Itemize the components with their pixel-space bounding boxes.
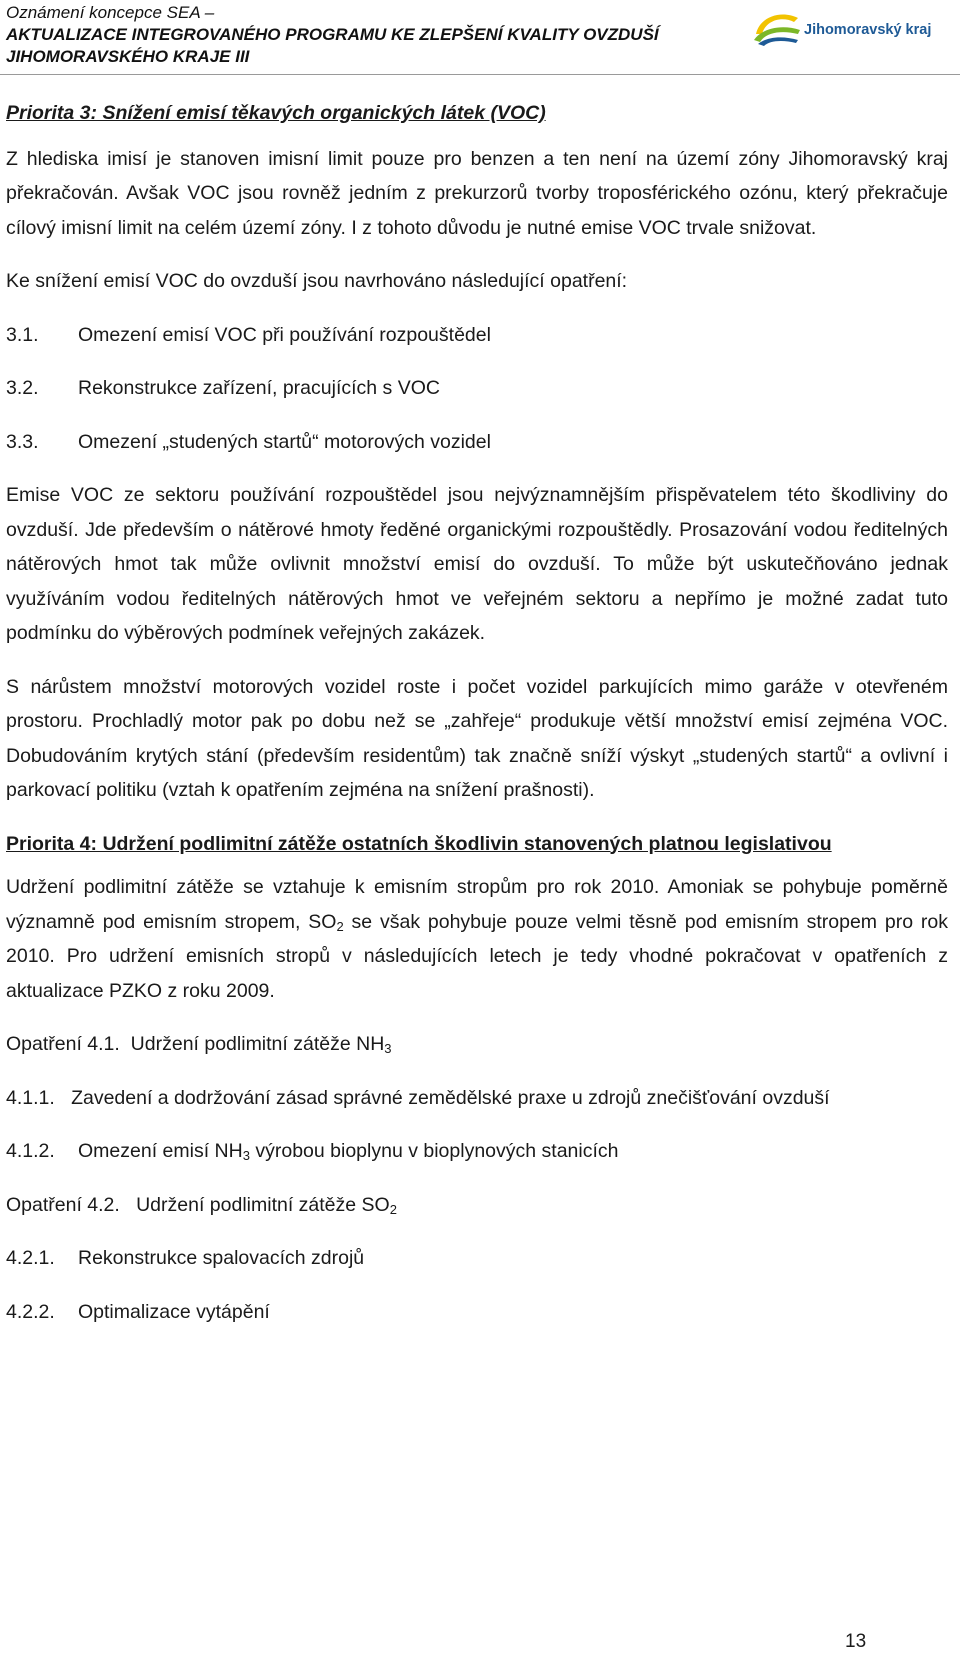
page-number: 13 [845, 1631, 867, 1652]
subscript: 3 [384, 1041, 392, 1056]
measure-item [6, 318, 948, 353]
measure-text: Omezení „studených startů“ motorových vozidel [78, 430, 491, 453]
document-body [6, 96, 948, 1348]
measure-number: 4.2.2. [6, 1300, 55, 1323]
measure-text: Rekonstrukce spalovacích zdrojů [78, 1247, 365, 1269]
measure-text: Omezení emisí NH [78, 1140, 243, 1162]
measure-text: Rekonstrukce zařízení, pracujících s VOC [78, 377, 440, 399]
subscript: 2 [389, 1201, 397, 1217]
header-title [6, 2, 659, 68]
measure-number: 3.1. [6, 323, 39, 346]
measure-item [6, 371, 948, 406]
measure-text: Omezení emisí VOC při používání rozpouštědel [78, 323, 491, 346]
priority-4-heading: Priorita 4: Udržení podlimitní zátěže ostatních škodlivin stanovených platnou legislativou [6, 832, 832, 855]
measure-item [6, 425, 948, 460]
measure-label: Opatření 4.1. [6, 1033, 120, 1055]
paragraph-text: Udržení podlimitní zátěže se vztahuje k emisním stropům pro rok 2010. Amoniak se pohybuje poměrně významně pod emisním stropem, SO [6, 876, 948, 933]
jihomoravsky-kraj-logo [752, 6, 952, 50]
measure-text: Udržení podlimitní zátěže SO [136, 1193, 390, 1216]
measure-4-1-2 [6, 1134, 948, 1169]
logo-arc-icon [752, 6, 804, 46]
logo-text: Jihomoravský kraj [804, 22, 932, 38]
measure-number: 4.1.1. [6, 1086, 55, 1109]
measure-number: 4.1.2. [6, 1140, 55, 1162]
subscript: 2 [336, 918, 344, 934]
measure-4-2-1 [6, 1241, 948, 1276]
measure-label: Opatření 4.2. [6, 1193, 120, 1216]
header-line-3: JIHOMORAVSKÉHO KRAJE III [6, 47, 250, 66]
measure-number: 4.2.1. [6, 1247, 55, 1269]
priority-3-paragraph-1: Z hlediska imisí je stanoven imisní limit pouze pro benzen a ten není na území zóny Jihomoravský kraj překračován. Avšak VOC jsou rovněž jedním z prekurzorů tvorby troposférického ozónu, který překračuje cílový imisní limit na celém území zóny. I z tohoto důvodu je nutné emise VOC trvale snižovat. [6, 147, 948, 239]
priority-3-heading: Priorita 3: Snížení emisí těkavých organických látek (VOC) [6, 102, 546, 124]
measure-number: 3.2. [6, 377, 39, 399]
measure-text: Optimalizace vytápění [78, 1300, 270, 1323]
measure-number: 3.3. [6, 430, 39, 453]
opatreni-4-1 [6, 1027, 948, 1062]
paragraph-text: se však pohybuje pouze velmi těsně pod emisním stropem pro rok 2010. Pro udržení emisních stropů v následujících letech je tedy vhodné pokračovat v opatřeních z aktualizace PZKO z roku 2009. [6, 910, 948, 1002]
measure-4-2-2 [6, 1295, 948, 1330]
priority-3-paragraph-2: Emise VOC ze sektoru používání rozpouštědel jsou nejvýznamnějším přispěvatelem této škodliviny do ovzduší. Jde především o nátěrové hmoty ředěné organickými rozpouštědly. Prosazování vodou ředitelných nátěrových hmot tak může ovlivnit množství emisí do ovzduší. To může být uskutečňováno jednak využíváním vodou ředitelných nátěrových hmot ve veřejném sektoru a nepřímo je možné zadat tuto podmínku do výběrových podmínek veřejných zakázek. [6, 484, 948, 644]
priority-4-paragraph-1 [6, 870, 948, 1008]
priority-3-paragraph-3: S nárůstem množství motorových vozidel roste i počet vozidel parkujících mimo garáže v otevřeném prostoru. Prochladlý motor pak po dobu než se „zahřeje“ produkuje větší množství emisí zejména VOC. Dobudováním krytých stání (především residentům) tak značně sníží výskyt „studených startů“ a ovlivní i parkovací politiku (vztah k opatřením zejména na snížení prašnosti). [6, 675, 948, 801]
header-line-1: Oznámení koncepce SEA – [6, 3, 215, 22]
page-header [0, 0, 960, 75]
opatreni-4-2 [6, 1188, 948, 1223]
measure-text: výrobou bioplynu v bioplynových stanicích [249, 1140, 619, 1162]
subscript: 3 [242, 1148, 250, 1163]
measure-text: Zavedení a dodržování zásad správné zemědělské praxe u zdrojů znečišťování ovzduší [71, 1086, 830, 1109]
measure-4-1-1 [6, 1081, 948, 1116]
measure-text: Udržení podlimitní zátěže NH [130, 1033, 385, 1055]
header-line-2: AKTUALIZACE INTEGROVANÉHO PROGRAMU KE ZLEPŠENÍ KVALITY OVZDUŠÍ [6, 25, 659, 44]
priority-3-intro: Ke snížení emisí VOC do ovzduší jsou navrhováno následující opatření: [6, 270, 628, 292]
